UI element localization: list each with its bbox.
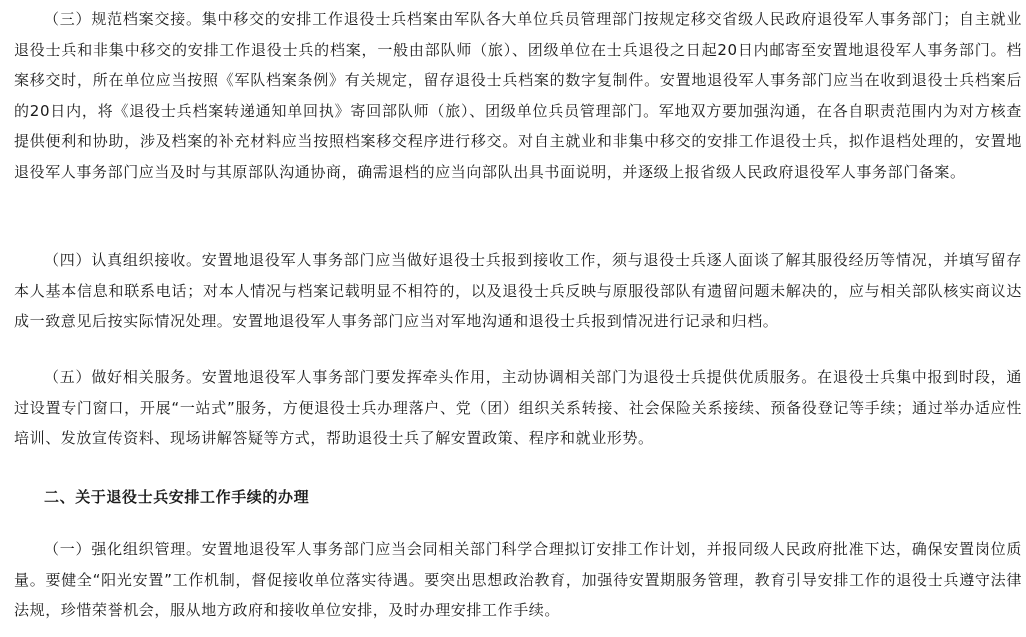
- paragraph-archive-handover: （三）规范档案交接。集中移交的安排工作退役士兵档案由军队各大单位兵员管理部门按规定移交省级人民政府退役军人事务部门；自主就业退役士兵和非集中移交的安排工作退役士兵的档案，一般由部队师（旅）、团级单位在士兵退役之日起20日内邮寄至安置地退役军人事务部门。档案移交时，所在单位应当按照《军队档案条例》有关规定，留存退役士兵档案的数字复制件。安置地退役军人事务部门应当在收到退役士兵档案后的20日内，将《退役士兵档案转递通知单回执》寄回部队师（旅）、团级单位兵员管理部门。军地双方要加强沟通，在各自职责范围内为对方核查提供便利和协助，涉及档案的补充材料应当按照档案移交程序进行移交。对自主就业和非集中移交的安排工作退役士兵，拟作退档处理的，安置地退役军人事务部门应当及时与其原部队沟通协商，确需退档的应当向部队出具书面说明，并逐级上报省级人民政府退役军人事务部门备案。: [14, 10, 1022, 181]
- paragraph-related-services: （五）做好相关服务。安置地退役军人事务部门要发挥牵头作用，主动协调相关部门为退役士兵提供优质服务。在退役士兵集中报到时段，通过设置专门窗口，开展“一站式”服务，方便退役士兵办理落户、党（团）组织关系转接、社会保险关系接续、预备役登记等手续；通过举办适应性培训、发放宣传资料、现场讲解答疑等方式，帮助退役士兵了解安置政策、程序和就业形势。: [14, 368, 1022, 448]
- section-heading: 二、关于退役士兵安排工作手续的办理: [44, 488, 310, 506]
- paragraph-organization-management: （一）强化组织管理。安置地退役军人事务部门应当会同相关部门科学合理拟订安排工作计划，并报同级人民政府批准下达，确保安置岗位质量。要健全“阳光安置”工作机制，督促接收单位落实待遇。要突出思想政治教育，加强待安置期服务管理，教育引导安排工作的退役士兵遵守法律法规，珍惜荣誉机会，服从地方政府和接收单位安排，及时办理安排工作手续。: [14, 540, 1022, 620]
- paragraph-organize-reception: （四）认真组织接收。安置地退役军人事务部门应当做好退役士兵报到接收工作，须与退役士兵逐人面谈了解其服役经历等情况，并填写留存本人基本信息和联系电话；对本人情况与档案记载明显不相符的，以及退役士兵反映与原服役部队有遗留问题未解决的，应与相关部队核实商议达成一致意见后按实际情况处理。安置地退役军人事务部门应当对军地沟通和退役士兵报到情况进行记录和归档。: [14, 251, 1022, 331]
